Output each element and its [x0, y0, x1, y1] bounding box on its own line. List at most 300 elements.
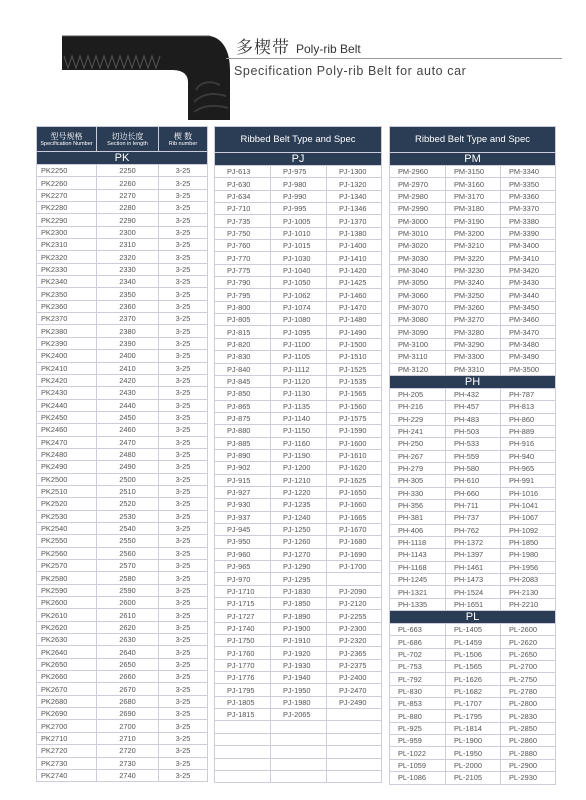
- table-cell: PJ-845: [215, 375, 271, 387]
- table-cell: PJ-710: [215, 203, 271, 215]
- table-cell: PL-1022: [390, 747, 446, 759]
- table-cell: 3-25: [159, 473, 208, 485]
- table-row: [37, 646, 208, 658]
- table-cell: PJ-927: [215, 486, 271, 498]
- table-row: [390, 401, 556, 413]
- table-cell: PK2430: [37, 387, 97, 399]
- table-cell: PL-1565: [446, 661, 501, 673]
- table-cell: PJ-1340: [327, 190, 382, 202]
- table-cell: 3-25: [159, 325, 208, 337]
- table-cell: PJ-1750: [215, 635, 271, 647]
- table-cell: PJ-1890: [271, 610, 327, 622]
- table-row: [37, 572, 208, 584]
- table-row: [215, 363, 382, 375]
- table-row: [215, 523, 382, 535]
- table-row: [215, 425, 382, 437]
- table-cell: PH-503: [446, 425, 501, 437]
- table-cell: 2590: [97, 584, 159, 596]
- table-cell: PJ-1140: [271, 412, 327, 424]
- table-cell: PM-3360: [501, 190, 556, 202]
- table-cell: PL-1707: [446, 698, 501, 710]
- table-row: [390, 227, 556, 239]
- table-cell: PJ-875: [215, 412, 271, 424]
- table-cell: PK2680: [37, 695, 97, 707]
- table-cell: 3-25: [159, 300, 208, 312]
- table-cell: PK2480: [37, 448, 97, 460]
- table-row: [390, 462, 556, 474]
- rib-number-header: 楔 数 Rib number: [159, 127, 208, 152]
- table-cell: PJ-1300: [327, 166, 382, 178]
- table-cell: PM-3270: [446, 314, 501, 326]
- table-cell: PJ-2300: [327, 622, 382, 634]
- table-cell: [215, 746, 271, 758]
- table-row: [215, 721, 382, 733]
- table-cell: PJ-1370: [327, 215, 382, 227]
- table-cell: PJ-1250: [271, 523, 327, 535]
- table-cell: PM-3460: [501, 314, 556, 326]
- table-cell: PJ-634: [215, 190, 271, 202]
- table-cell: PJ-850: [215, 388, 271, 400]
- table-cell: PJ-1240: [271, 511, 327, 523]
- table-cell: PM-3310: [446, 363, 501, 375]
- table-row: [215, 314, 382, 326]
- table-cell: PJ-1410: [327, 252, 382, 264]
- table-cell: PM-3290: [446, 338, 501, 350]
- table-cell: PH-1321: [390, 586, 446, 598]
- table-cell: 2280: [97, 202, 159, 214]
- table-row: [215, 696, 382, 708]
- table-cell: PL-2620: [501, 636, 556, 648]
- table-cell: PJ-990: [271, 190, 327, 202]
- table-cell: PJ-1040: [271, 264, 327, 276]
- table-row: [215, 758, 382, 770]
- table-cell: PJ-1100: [271, 338, 327, 350]
- table-cell: PM-3300: [446, 351, 501, 363]
- table-cell: 2580: [97, 572, 159, 584]
- pj-table: [214, 126, 382, 783]
- table-cell: PM-3230: [446, 264, 501, 276]
- right-table-body: [390, 153, 556, 785]
- table-cell: PJ-2120: [327, 598, 382, 610]
- table-cell: 2620: [97, 621, 159, 633]
- table-cell: PJ-630: [215, 178, 271, 190]
- table-row: [37, 535, 208, 547]
- table-cell: PJ-1480: [327, 314, 382, 326]
- table-cell: PM-3180: [446, 203, 501, 215]
- table-cell: PJ-2090: [327, 585, 382, 597]
- table-row: [390, 178, 556, 190]
- table-cell: PJ-1095: [271, 326, 327, 338]
- table-cell: PJ-1062: [271, 289, 327, 301]
- table-cell: 2380: [97, 325, 159, 337]
- table-cell: PJ-1900: [271, 622, 327, 634]
- table-cell: PJ-950: [215, 536, 271, 548]
- table-cell: PK2470: [37, 436, 97, 448]
- table-cell: [215, 721, 271, 733]
- table-cell: PJ-970: [215, 573, 271, 585]
- table-cell: 3-25: [159, 313, 208, 325]
- table-cell: 3-25: [159, 535, 208, 547]
- table-row: [215, 326, 382, 338]
- table-cell: PL-959: [390, 735, 446, 747]
- table-row: [215, 338, 382, 350]
- table-cell: 2670: [97, 683, 159, 695]
- table-row: [37, 498, 208, 510]
- table-row: [215, 672, 382, 684]
- table-cell: 2740: [97, 769, 159, 781]
- table-cell: PJ-815: [215, 326, 271, 338]
- table-row: [390, 661, 556, 673]
- table-cell: PK2310: [37, 239, 97, 251]
- table-cell: PK2520: [37, 498, 97, 510]
- table-cell: 3-25: [159, 671, 208, 683]
- table-cell: PJ-1490: [327, 326, 382, 338]
- table-cell: PH-1168: [390, 561, 446, 573]
- table-cell: PL-1626: [446, 673, 501, 685]
- table-cell: PJ-1625: [327, 474, 382, 486]
- table-cell: PH-432: [446, 388, 501, 400]
- table-row: [215, 412, 382, 424]
- table-cell: PM-3010: [390, 227, 446, 239]
- table-cell: PM-3390: [501, 227, 556, 239]
- table-cell: PJ-1400: [327, 240, 382, 252]
- table-cell: PM-3260: [446, 301, 501, 313]
- table-cell: PJ-1535: [327, 375, 382, 387]
- section-length-header: 切边长度 Section in length: [97, 127, 159, 152]
- table-cell: PL-1950: [446, 747, 501, 759]
- table-cell: PL-663: [390, 624, 446, 636]
- header-divider: [226, 58, 562, 59]
- table-cell: 3-25: [159, 485, 208, 497]
- table-cell: PL-2880: [501, 747, 556, 759]
- table-cell: PK2700: [37, 720, 97, 732]
- table-cell: 2460: [97, 424, 159, 436]
- table-row: [390, 772, 556, 784]
- table-cell: [271, 721, 327, 733]
- table-cell: 2630: [97, 634, 159, 646]
- table-row: [215, 486, 382, 498]
- table-cell: PJ-1525: [327, 363, 382, 375]
- table-cell: PM-3030: [390, 252, 446, 264]
- table-cell: PK2370: [37, 313, 97, 325]
- table-cell: PM-3170: [446, 190, 501, 202]
- table-cell: PJ-1815: [215, 709, 271, 721]
- table-row: [37, 251, 208, 263]
- table-cell: 2410: [97, 362, 159, 374]
- table-cell: PJ-1160: [271, 437, 327, 449]
- table-row: [215, 573, 382, 585]
- table-cell: PL-2800: [501, 698, 556, 710]
- table-cell: PH-762: [446, 524, 501, 536]
- table-cell: PM-3450: [501, 301, 556, 313]
- table-cell: PJ-1380: [327, 227, 382, 239]
- table-cell: PM-3090: [390, 326, 446, 338]
- table-cell: PJ-865: [215, 400, 271, 412]
- table-row: [390, 636, 556, 648]
- table-cell: PK2600: [37, 597, 97, 609]
- table-cell: 2300: [97, 226, 159, 238]
- table-row: [215, 511, 382, 523]
- table-cell: PM-2980: [390, 190, 446, 202]
- table-cell: PK2710: [37, 732, 97, 744]
- table-cell: PH-737: [446, 512, 501, 524]
- table-cell: PM-3250: [446, 289, 501, 301]
- table-row: [390, 747, 556, 759]
- table-cell: PL-1814: [446, 722, 501, 734]
- table-cell: PJ-2490: [327, 696, 382, 708]
- table-cell: PJ-1210: [271, 474, 327, 486]
- table-cell: PJ-995: [271, 203, 327, 215]
- table-cell: 3-25: [159, 424, 208, 436]
- table-cell: PJ-1760: [215, 647, 271, 659]
- table-cell: 2450: [97, 411, 159, 423]
- table-cell: 3-25: [159, 572, 208, 584]
- table-cell: PK2400: [37, 350, 97, 362]
- table-cell: PJ-902: [215, 462, 271, 474]
- table-cell: PK2580: [37, 572, 97, 584]
- table-cell: PH-2210: [501, 598, 556, 610]
- table-cell: PH-216: [390, 401, 446, 413]
- table-cell: PJ-960: [215, 548, 271, 560]
- table-row: [37, 165, 208, 177]
- table-cell: PK2270: [37, 189, 97, 201]
- table-cell: PJ-945: [215, 523, 271, 535]
- table-cell: PJ-1920: [271, 647, 327, 659]
- table-cell: 3-25: [159, 658, 208, 670]
- table-cell: PJ-770: [215, 252, 271, 264]
- table-cell: PK2320: [37, 251, 97, 263]
- table-cell: PJ-1590: [327, 425, 382, 437]
- table-row: [390, 648, 556, 660]
- table-cell: PJ-1510: [327, 351, 382, 363]
- table-cell: PK2500: [37, 473, 97, 485]
- table-cell: 2520: [97, 498, 159, 510]
- table-cell: PK2260: [37, 177, 97, 189]
- table-cell: 3-25: [159, 609, 208, 621]
- table-cell: 2260: [97, 177, 159, 189]
- table-cell: PJ-1727: [215, 610, 271, 622]
- table-cell: PJ-1105: [271, 351, 327, 363]
- table-cell: PJ-800: [215, 301, 271, 313]
- table-cell: PH-305: [390, 475, 446, 487]
- table-row: [390, 252, 556, 264]
- table-cell: 2700: [97, 720, 159, 732]
- table-cell: PH-1245: [390, 574, 446, 586]
- table-cell: 3-25: [159, 584, 208, 596]
- pj-table-body: [215, 166, 382, 783]
- table-cell: 3-25: [159, 165, 208, 177]
- table-row: [37, 411, 208, 423]
- table-row: [37, 461, 208, 473]
- table-cell: PL-2780: [501, 685, 556, 697]
- table-cell: PL-753: [390, 661, 446, 673]
- right-table-title: Ribbed Belt Type and Spec: [390, 127, 556, 153]
- table-cell: 3-25: [159, 387, 208, 399]
- table-cell: PK2650: [37, 658, 97, 670]
- table-cell: PL-2600: [501, 624, 556, 636]
- table-cell: PJ-1190: [271, 449, 327, 461]
- table-cell: PJ-820: [215, 338, 271, 350]
- table-row: [37, 547, 208, 559]
- table-row: [390, 624, 556, 636]
- table-cell: PM-3420: [501, 264, 556, 276]
- table-cell: PK2540: [37, 522, 97, 534]
- table-cell: 3-25: [159, 202, 208, 214]
- table-row: [37, 436, 208, 448]
- table-cell: PH-660: [446, 487, 501, 499]
- table-cell: PK2550: [37, 535, 97, 547]
- table-cell: PM-3190: [446, 215, 501, 227]
- table-cell: PK2630: [37, 634, 97, 646]
- table-cell: PM-3200: [446, 227, 501, 239]
- table-row: [215, 770, 382, 782]
- table-cell: PK2610: [37, 609, 97, 621]
- table-cell: PM-3110: [390, 351, 446, 363]
- table-row: [215, 240, 382, 252]
- table-cell: PK2440: [37, 399, 97, 411]
- table-cell: PK2410: [37, 362, 97, 374]
- table-cell: PL-880: [390, 710, 446, 722]
- table-cell: PH-1335: [390, 598, 446, 610]
- table-row: [215, 289, 382, 301]
- table-cell: 2530: [97, 510, 159, 522]
- table-cell: PH-813: [501, 401, 556, 413]
- table-cell: PK2490: [37, 461, 97, 473]
- table-cell: PJ-2470: [327, 684, 382, 696]
- table-cell: PJ-1220: [271, 486, 327, 498]
- table-cell: 2570: [97, 560, 159, 572]
- table-row: [215, 585, 382, 597]
- table-cell: 2340: [97, 276, 159, 288]
- table-cell: PJ-1005: [271, 215, 327, 227]
- table-cell: 3-25: [159, 498, 208, 510]
- table-row: [390, 438, 556, 450]
- table-row: [37, 769, 208, 781]
- page-subtitle: Specification Poly-rib Belt for auto car: [234, 64, 467, 78]
- table-cell: 3-25: [159, 683, 208, 695]
- table-cell: 3-25: [159, 189, 208, 201]
- table-row: [215, 203, 382, 215]
- table-cell: PK2340: [37, 276, 97, 288]
- table-cell: [327, 733, 382, 745]
- table-row: [215, 264, 382, 276]
- table-cell: PK2570: [37, 560, 97, 572]
- table-cell: PL-925: [390, 722, 446, 734]
- table-row: [390, 685, 556, 697]
- ph-section-label: PH: [390, 375, 556, 388]
- table-row: [37, 584, 208, 596]
- table-cell: PK2250: [37, 165, 97, 177]
- table-row: [390, 314, 556, 326]
- table-cell: PJ-840: [215, 363, 271, 375]
- table-cell: [327, 721, 382, 733]
- table-cell: PJ-1740: [215, 622, 271, 634]
- table-cell: [327, 573, 382, 585]
- table-cell: [215, 770, 271, 782]
- table-cell: PJ-1135: [271, 400, 327, 412]
- table-cell: PH-965: [501, 462, 556, 474]
- table-cell: PH-787: [501, 388, 556, 400]
- table-cell: PH-2083: [501, 574, 556, 586]
- table-cell: PJ-2065: [271, 709, 327, 721]
- table-cell: PK2460: [37, 424, 97, 436]
- table-cell: PH-1092: [501, 524, 556, 536]
- pk-table-panel: [36, 126, 207, 782]
- table-cell: PM-2990: [390, 203, 446, 215]
- table-cell: PK2420: [37, 374, 97, 386]
- table-cell: 2360: [97, 300, 159, 312]
- table-row: [37, 399, 208, 411]
- table-cell: PM-2970: [390, 178, 446, 190]
- table-row: [37, 276, 208, 288]
- table-cell: [271, 733, 327, 745]
- pj-section-label: PJ: [215, 153, 382, 166]
- table-row: [215, 277, 382, 289]
- table-cell: PM-3240: [446, 277, 501, 289]
- table-row: [37, 214, 208, 226]
- table-cell: 2370: [97, 313, 159, 325]
- table-cell: PH-889: [501, 425, 556, 437]
- table-cell: 3-25: [159, 634, 208, 646]
- table-cell: PL-1682: [446, 685, 501, 697]
- table-row: [37, 732, 208, 744]
- table-cell: PJ-1150: [271, 425, 327, 437]
- table-cell: PJ-1295: [271, 573, 327, 585]
- table-cell: PH-1850: [501, 536, 556, 548]
- table-row: [390, 190, 556, 202]
- table-cell: PK2350: [37, 288, 97, 300]
- table-cell: 2490: [97, 461, 159, 473]
- page-title-en: Poly-rib Belt: [296, 42, 361, 56]
- table-row: [390, 338, 556, 350]
- table-row: [215, 474, 382, 486]
- table-cell: PJ-1200: [271, 462, 327, 474]
- table-row: [37, 522, 208, 534]
- table-cell: PJ-1460: [327, 289, 382, 301]
- table-cell: 2350: [97, 288, 159, 300]
- table-cell: PJ-1770: [215, 659, 271, 671]
- table-row: [390, 549, 556, 561]
- table-cell: PJ-1235: [271, 499, 327, 511]
- table-row: [215, 647, 382, 659]
- table-cell: PM-3380: [501, 215, 556, 227]
- table-row: [215, 388, 382, 400]
- table-row: [37, 597, 208, 609]
- table-cell: PJ-1980: [271, 696, 327, 708]
- table-row: [390, 425, 556, 437]
- table-cell: PK2740: [37, 769, 97, 781]
- table-cell: PH-1143: [390, 549, 446, 561]
- table-cell: PJ-1575: [327, 412, 382, 424]
- table-cell: 2310: [97, 239, 159, 251]
- table-row: [215, 227, 382, 239]
- table-row: [37, 362, 208, 374]
- table-cell: 3-25: [159, 448, 208, 460]
- table-cell: PL-686: [390, 636, 446, 648]
- table-cell: PH-580: [446, 462, 501, 474]
- table-cell: PH-381: [390, 512, 446, 524]
- table-cell: 3-25: [159, 695, 208, 707]
- table-cell: PH-916: [501, 438, 556, 450]
- table-cell: PL-702: [390, 648, 446, 660]
- table-cell: PJ-1010: [271, 227, 327, 239]
- table-row: [215, 548, 382, 560]
- table-row: [37, 337, 208, 349]
- table-cell: PL-2850: [501, 722, 556, 734]
- table-row: [390, 673, 556, 685]
- table-cell: PJ-1080: [271, 314, 327, 326]
- table-cell: PJ-880: [215, 425, 271, 437]
